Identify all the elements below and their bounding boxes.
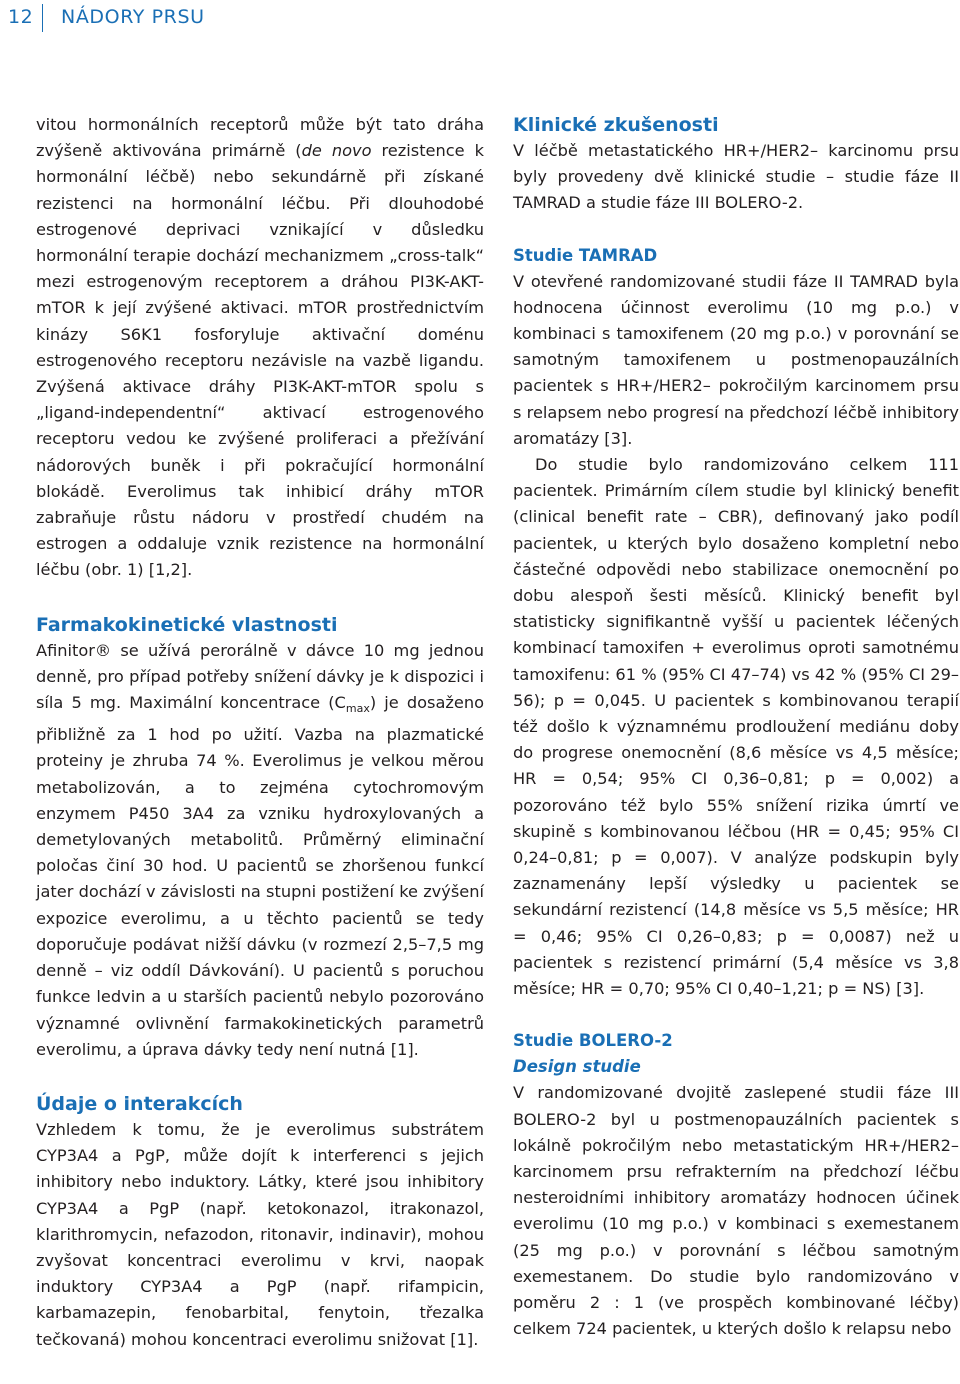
italic-term: de novo — [301, 141, 372, 161]
heading-tamrad: Studie TAMRAD — [513, 245, 658, 265]
heading-clinical-experience: Klinické zkušenosti — [513, 114, 719, 136]
text-run: rezistence k hormonální léčbě) nebo sekundárně při získané rezistenci na hormonální léčbu. Při dlouhodobé estrogenové deprivaci vznikající v důsledku hormonální terapie dochází mechanizmem „cross-talk“ mezi estrogenovým receptorem a dráhou PI3K-AKT-mTOR k její zvýšené aktivaci. mTOR prostřednictvím kinázy S6K1 fosforyluje aktivační doménu estrogenového receptoru nezávisle na vazbě ligandu. Zvýšená aktivace dráhy PI3K-AKT-mTOR spolu s „ligand-independentní“ aktivací estrogenového receptoru vedou ke zvýšené proliferaci a přežívání nádorových buněk i při pokračující hormonální blokádě. Everolimus tak inhibicí dráhy mTOR zabraňuje růstu nádoru v prostředí chudém na estrogen a oddaluje vznik rezistence na hormonální léčbu (obr. 1) [1,2]. — [36, 141, 484, 580]
paragraph-pharmacokinetics — [36, 638, 484, 1063]
page-number: 12 — [8, 6, 34, 28]
page-header — [0, 0, 960, 40]
heading-bolero: Studie BOLERO-2 — [513, 1031, 673, 1051]
heading-interactions: Údaje o interakcích — [36, 1092, 243, 1115]
paragraph-interactions: Vzhledem k tomu, že je everolimus substrátem CYP3A4 a PgP, může dojít k interferenci s jejich inhibitory nebo induktory. Látky, které jsou inhibitory CYP3A4 a PgP (např. ketokonazol, itrakonazol, klarithromycin, nefazodon, ritonavir, indinavir), mohou zvyšovat koncentraci everolimu v krvi, naopak induktory CYP3A4 a PgP (např. rifampicin, karbamazepin, fenobarbital, fenytoin, třezalka tečkovaná) mohou koncentraci everolimu snižovat [1]. — [36, 1119, 484, 1349]
running-section-title: NÁDORY PRSU — [61, 6, 205, 28]
subscript-max: max — [345, 702, 370, 716]
paragraph-pathway — [36, 112, 484, 584]
header-divider — [42, 4, 43, 32]
left-column — [36, 112, 484, 1353]
paragraph-tamrad-design: V otevřené randomizované studii fáze II TAMRAD byla hodnocena účinnost everolimu (10 mg p.o.) v kombinaci s tamoxifenem (20 mg p.o.) v porovnání se samotným tamoxifenem u postmenopauzálních pacientek s HR+/HER2– pokročilým karcinomem prsu s relapsem nebo progresí na předchozí léčbě inhibitory aromatázy [3]. — [513, 271, 959, 448]
paragraph-clinical-intro: V léčbě metastatického HR+/HER2– karcinomu prsu byly provedeny dvě klinické studie – studie fáze II TAMRAD a studie fáze III BOLERO-2. — [513, 141, 959, 213]
paragraph-tamrad-results: Do studie bylo randomizováno celkem 111 pacientek. Primárním cílem studie byl klinický benefit (clinical benefit rate – CBR), definovaný jako podíl pacientek, u kterých bylo dosaženo kompletní nebo částečné odpovědi nebo stabilizace onemocnění po dobu alespoň šesti měsíců. Klinický benefit byl statisticky signifikantně vyšší u pacientek léčených kombinací tamoxifen + everolimus oproti samotnému tamoxifenu: 61 % (95% CI 47–74) vs 42 % (95% CI 29–56); p = 0,045. U pacientek s kombinovanou terapií též došlo k významnému prodloužení mediánu doby do progrese onemocnění (8,6 měsíce vs 4,5 měsíce; HR = 0,54; 95% CI 0,36–0,81; p = 0,002) a pozorováno též bylo 55% snížení rizika úmrtí ve skupině s kombinovanou léčbou (HR = 0,45; 95% CI 0,24–0,81; p = 0,007). V analýze podskupin byly zaznamenány lepší výsledky u pacientek se sekundární rezistencí (14,8 měsíce vs 5,5 měsíce; HR = 0,46; 95% CI 0,26–0,83; p = 0,0087) než u pacientek s rezistencí primární (5,4 měsíce vs 3,8 měsíce; HR = 0,70; 95% CI 0,40–1,21; p = NS) [3]. — [513, 455, 959, 999]
heading-pharmacokinetics: Farmakokinetické vlastnosti — [36, 613, 338, 636]
heading-study-design: Design studie — [513, 1057, 641, 1077]
text-run: vitou hormonálních receptorů může být tato dráha zvýšeně aktivována primárně ( — [36, 115, 484, 161]
text-run: ) je dosaženo přibližně za 1 hod po užití. Vazba na plazmatické proteiny je zhruba 74 %. Everolimus je velkou měrou metabolizován, a to zejména cytochromovým enzymem P450 3A4 za vzniku hydroxylovaných a demetylovaných metabolitů. Průměrný eliminační poločas činí 30 hod. U pacientů se zhoršenou funkcí jater dochází v závislosti na stupni postižení ke zvýšení expozice everolimu, a u těchto pacientů se tedy doporučuje podávat nižší dávku (v rozmezí 2,5–7,5 mg denně – viz oddíl Dávkování). U pacientů s poruchou funkce ledvin a u starších pacientů nebylo pozorováno významné ovlivnění farmakokinetických parametrů everolimu, a úprava dávky tedy není nutná [1]. — [36, 693, 485, 1059]
paragraph-bolero-design: V randomizované dvojitě zaslepené studii fáze III BOLERO-2 byl u postmenopauzálních pacientek s lokálně pokročilým nebo metastatickým HR+/HER2– karcinomem prsu refrakterním na předchozí léčbu nesteroidními inhibitory aromatázy hodnocen účinek everolimu (10 mg p.o.) v kombinaci s exemestanem (25 mg p.o.) v porovnání s léčbou samotným exemestanem. Do studie bylo randomizováno v poměru 2 : 1 (ve prospěch kombinované léčby) celkem 724 pacientek, u kterých došlo k relapsu nebo — [513, 1083, 959, 1339]
text-run: Afinitor® se užívá perorálně v dávce 10 mg jednou denně, pro případ potřeby snížení dávky je k dispozici i síla 5 mg. Maximální koncentrace (C — [36, 640, 484, 713]
right-column — [513, 112, 959, 1342]
